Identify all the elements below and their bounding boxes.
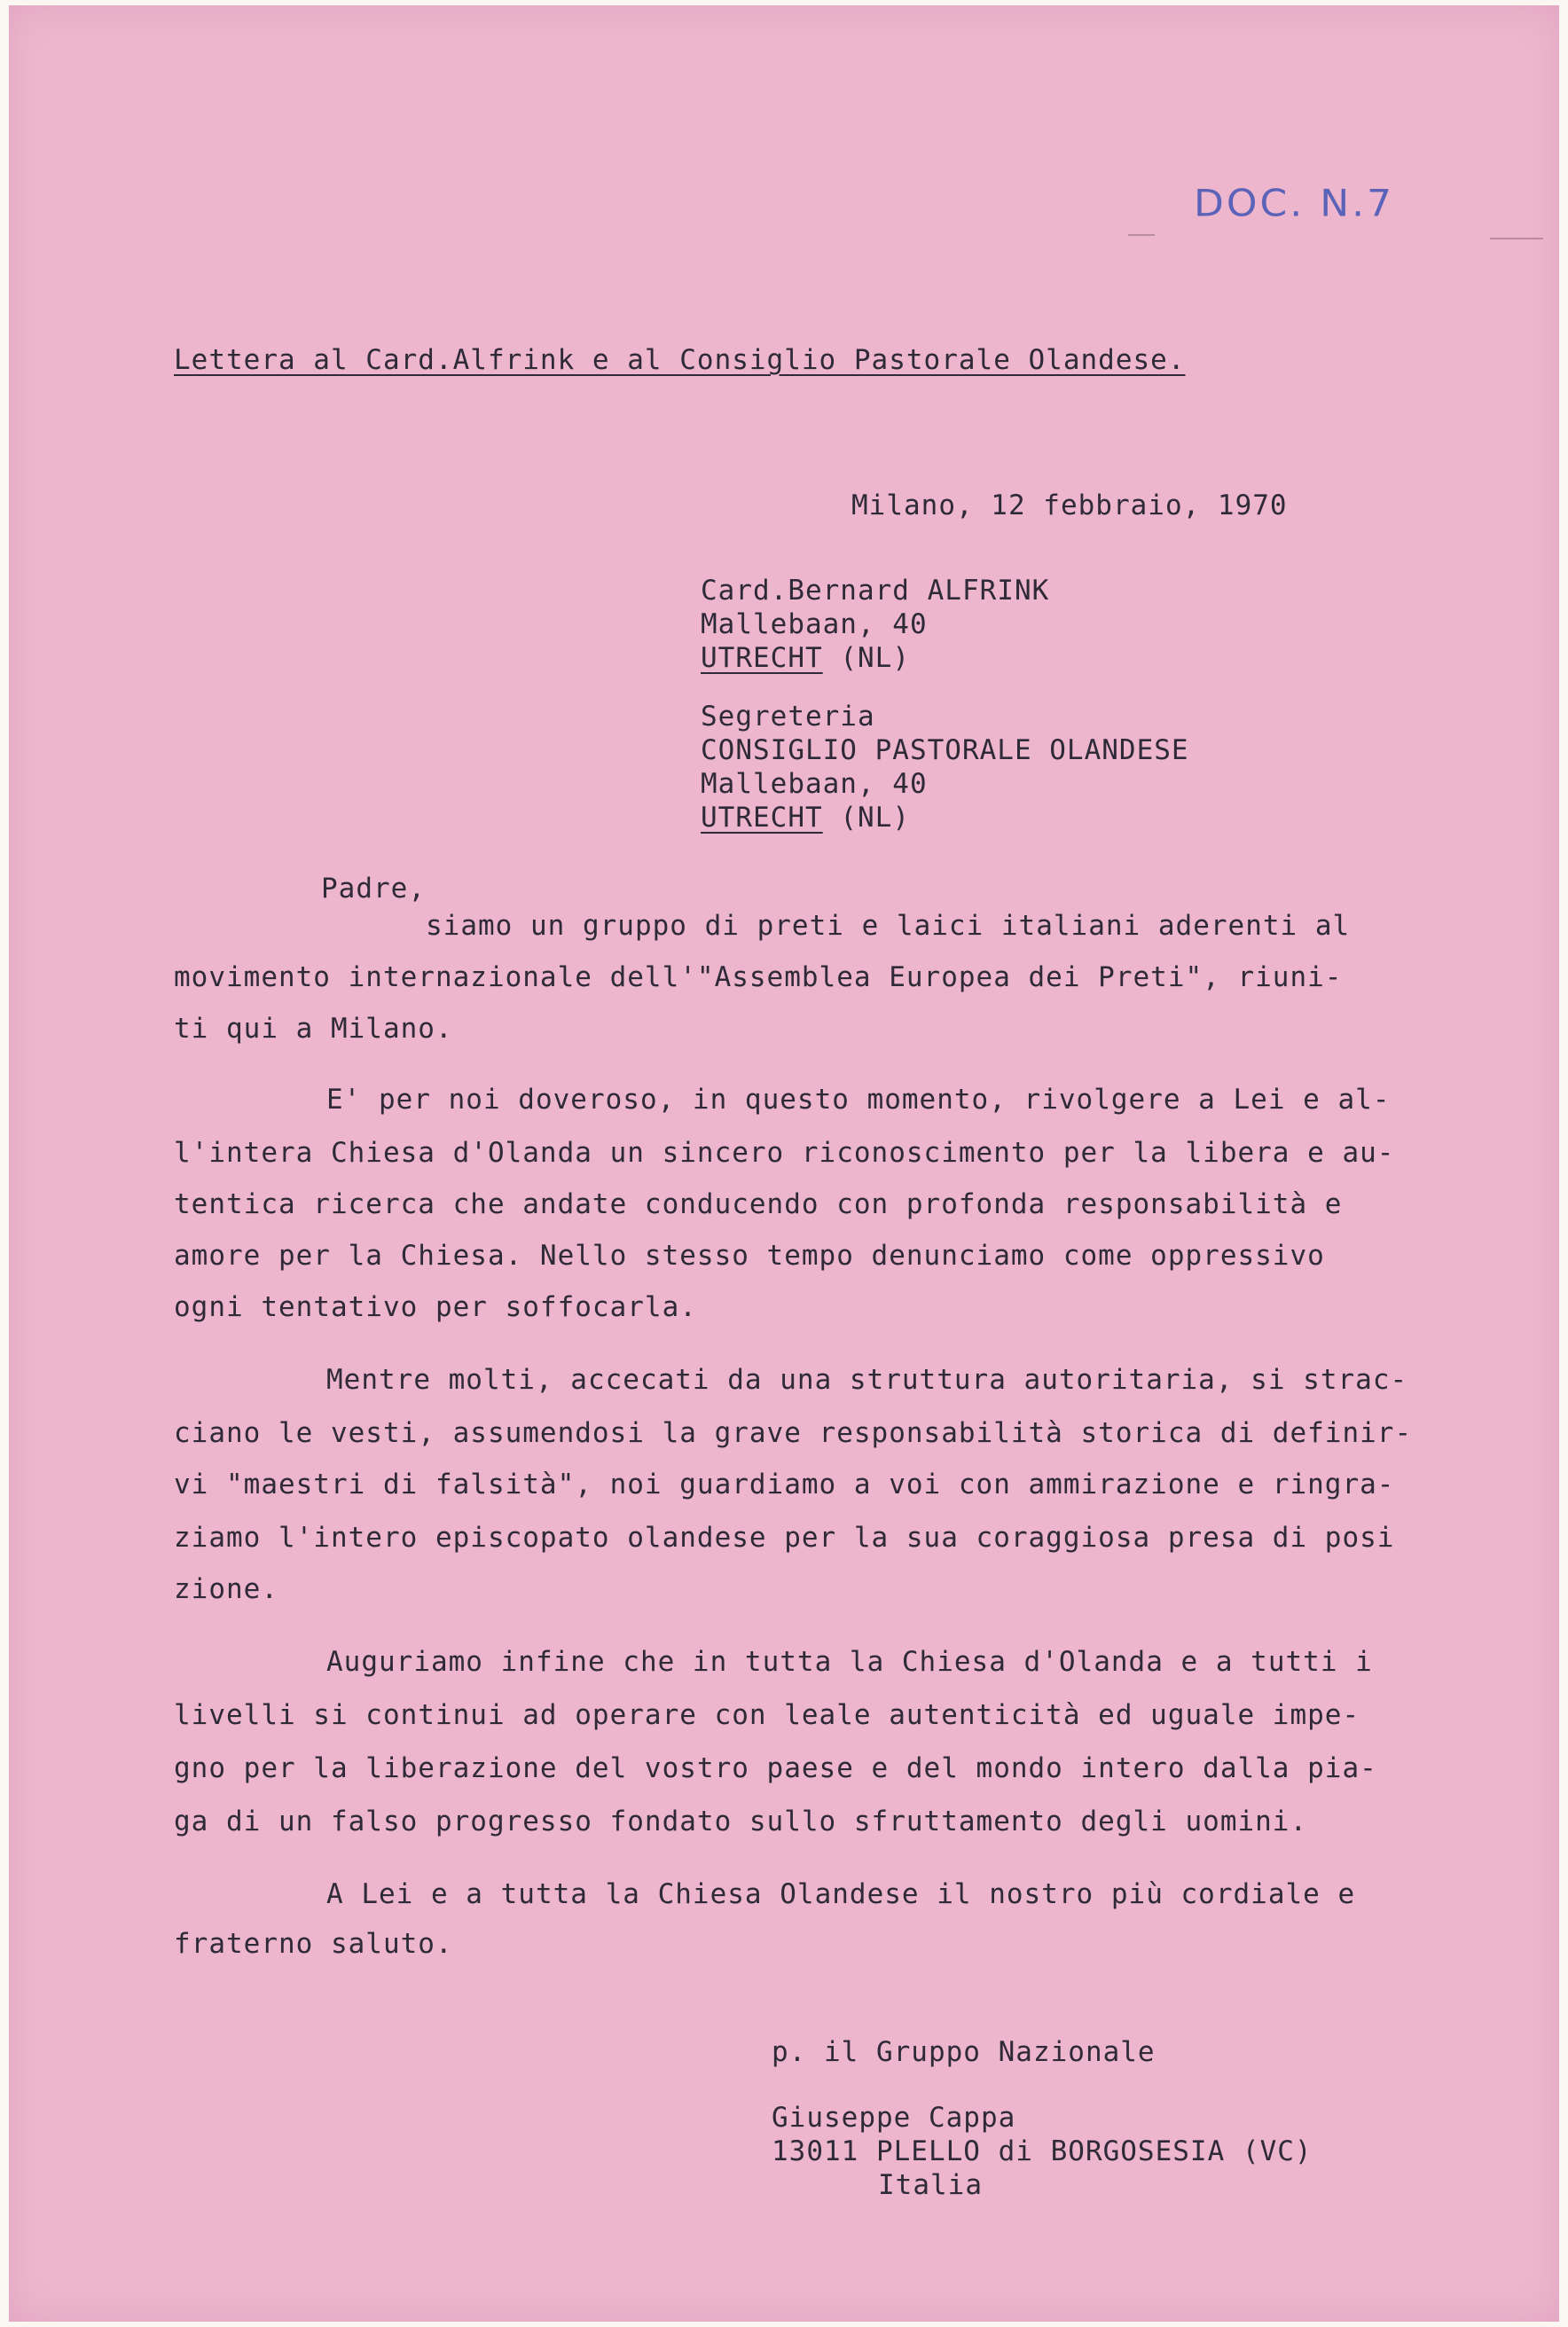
recipient-country: (NL) [840,802,910,834]
paragraph-line: tentica ricerca che andate conducendo con profonda responsabilità e [174,1188,1343,1220]
paragraph-line: vi "maestri di falsità", noi guardiamo a voi con ammirazione e ringra- [174,1469,1395,1500]
paragraph-line: l'intera Chiesa d'Olanda un sincero riconoscimento per la libera e au- [174,1137,1395,1169]
closing-group: p. il Gruppo Nazionale [772,2036,1156,2068]
document-number-stamp: DOC. N.7 [1194,182,1395,225]
recipient-name: Card.Bernard ALFRINK [701,575,1050,607]
recipient-organization: CONSIGLIO PASTORALE OLANDESE [701,734,1189,766]
signer-address: 13011 PLELLO di BORGOSESIA (VC) [772,2135,1313,2167]
paragraph-line: ti qui a Milano. [174,1013,453,1045]
recipient-street: Mallebaan, 40 [701,608,928,640]
paragraph-line: E' per noi doveroso, in questo momento, rivolgere a Lei e al- [326,1084,1391,1116]
paragraph-line: amore per la Chiesa. Nello stesso tempo denunciamo come oppressivo [174,1240,1325,1272]
signer-name: Giuseppe Cappa [772,2102,1016,2134]
margin-mark [1490,238,1543,239]
paragraph-line: zione. [174,1573,278,1605]
paragraph-line: ogni tentativo per soffocarla. [174,1291,697,1323]
paragraph-line: movimento internazionale dell'"Assemblea Europea dei Preti", riuni- [174,961,1343,993]
paragraph-line: ciano le vesti, assumendosi la grave responsabilità storica di definir- [174,1417,1413,1449]
paragraph-line: siamo un gruppo di preti e laici italiani aderenti al [426,910,1351,942]
paragraph-line: Auguriamo infine che in tutta la Chiesa d'Olanda e a tutti i [326,1646,1373,1678]
letter-date: Milano, 12 febbraio, 1970 [851,490,1288,521]
recipient-city: UTRECHT [701,802,823,834]
paragraph-line: fraterno saluto. [174,1928,453,1960]
salutation: Padre, [321,873,426,905]
recipient-country: (NL) [840,642,910,674]
recipient-office: Segreteria [701,701,875,733]
recipient-city-line [701,802,910,834]
signer-country: Italia [878,2169,983,2201]
letter-sheet [9,5,1559,2322]
recipient-street: Mallebaan, 40 [701,768,928,800]
paragraph-line: ziamo l'intero episcopato olandese per la sua coraggiosa presa di posi [174,1522,1395,1554]
paragraph-line: ga di un falso progresso fondato sullo sfruttamento degli uomini. [174,1806,1308,1837]
paragraph-line: livelli si continui ad operare con leale autenticità ed uguale impe- [174,1699,1360,1731]
recipient-city-line [701,642,910,674]
letter-heading: Lettera al Card.Alfrink e al Consiglio Pastorale Olandese. [174,344,1186,376]
paragraph-line: gno per la liberazione del vostro paese e del mondo intero dalla pia- [174,1752,1377,1784]
paragraph-line: A Lei e a tutta la Chiesa Olandese il nostro più cordiale e [326,1878,1356,1910]
paragraph-line: Mentre molti, accecati da una struttura autoritaria, si strac- [326,1364,1408,1396]
margin-mark [1128,234,1155,236]
recipient-city: UTRECHT [701,642,823,674]
